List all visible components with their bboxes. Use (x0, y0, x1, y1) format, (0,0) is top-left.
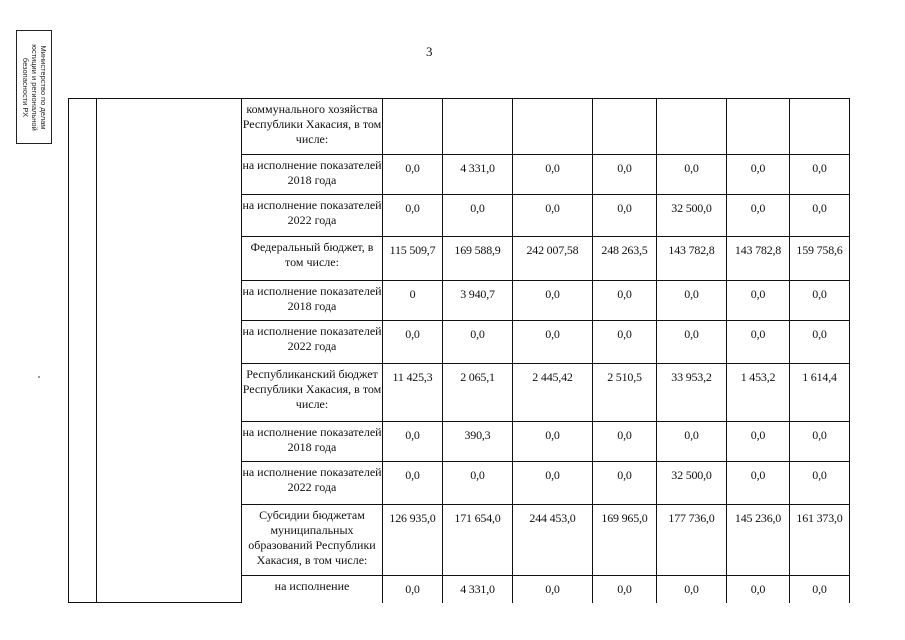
value-cell: 0,0 (513, 155, 593, 195)
value-cell: 143 782,8 (657, 237, 727, 281)
row-label: Федеральный бюджет, в том числе: (242, 237, 383, 281)
value-cell: 0,0 (443, 195, 513, 237)
value-cell: 0,0 (790, 422, 850, 462)
value-cell: 390,3 (443, 422, 513, 462)
value-cell: 0,0 (727, 422, 790, 462)
value-cell: 0,0 (657, 422, 727, 462)
value-cell: 0,0 (513, 195, 593, 237)
value-cell: 0,0 (513, 422, 593, 462)
value-cell: 0,0 (513, 576, 593, 603)
value-cell: 0,0 (727, 462, 790, 505)
page-number: 3 (426, 44, 433, 59)
value-cell: 248 263,5 (593, 237, 657, 281)
value-cell: 244 453,0 (513, 505, 593, 576)
scan-speck (38, 376, 40, 378)
row-label: на исполнение показателей 2022 года (242, 321, 383, 364)
row-label: на исполнение показателей 2022 года (242, 195, 383, 237)
stamp-line-3: безопасности РХ (20, 57, 30, 117)
value-cell (593, 99, 657, 155)
value-cell: 0,0 (790, 462, 850, 505)
value-cell: 0,0 (657, 281, 727, 321)
value-cell: 1 453,2 (727, 364, 790, 422)
value-cell: 0,0 (593, 576, 657, 603)
value-cell: 0,0 (593, 462, 657, 505)
value-cell: 0,0 (593, 195, 657, 237)
value-cell: 2 065,1 (443, 364, 513, 422)
value-cell: 32 500,0 (657, 195, 727, 237)
value-cell: 0,0 (593, 422, 657, 462)
value-cell: 0,0 (657, 576, 727, 603)
value-cell: 3 940,7 (443, 281, 513, 321)
value-cell: 4 331,0 (443, 576, 513, 603)
value-cell: 0,0 (593, 155, 657, 195)
value-cell: 169 965,0 (593, 505, 657, 576)
stamp-line-1: Министерство по делам (38, 45, 48, 129)
value-cell (727, 99, 790, 155)
stamp-text (21, 44, 48, 131)
value-cell: 0,0 (657, 155, 727, 195)
budget-table (68, 98, 850, 603)
value-cell: 32 500,0 (657, 462, 727, 505)
value-cell: 0,0 (727, 281, 790, 321)
value-cell: 159 758,6 (790, 237, 850, 281)
value-cell (513, 99, 593, 155)
row-label: на исполнение показателей 2018 года (242, 281, 383, 321)
stamp-line-2: юстиции и региональной (29, 43, 39, 131)
value-cell: 177 736,0 (657, 505, 727, 576)
value-cell: 0,0 (513, 462, 593, 505)
value-cell: 2 510,5 (593, 364, 657, 422)
value-cell: 0,0 (727, 321, 790, 364)
row-label: на исполнение показателей 2018 года (242, 155, 383, 195)
value-cell: 0,0 (727, 576, 790, 603)
value-cell: 33 953,2 (657, 364, 727, 422)
row-label: на исполнение показателей 2018 года (242, 422, 383, 462)
value-cell: 0,0 (727, 195, 790, 237)
value-cell: 0,0 (790, 576, 850, 603)
value-cell: 0,0 (383, 422, 443, 462)
value-cell (443, 99, 513, 155)
value-cell: 171 654,0 (443, 505, 513, 576)
value-cell: 169 588,9 (443, 237, 513, 281)
value-cell: 0,0 (383, 321, 443, 364)
value-cell: 115 509,7 (383, 237, 443, 281)
value-cell: 0,0 (790, 321, 850, 364)
value-cell: 1 614,4 (790, 364, 850, 422)
value-cell: 11 425,3 (383, 364, 443, 422)
row-label: на исполнение показателей 2022 года (242, 462, 383, 505)
empty-name-column (97, 99, 242, 603)
value-cell: 0,0 (513, 321, 593, 364)
value-cell: 0,0 (443, 321, 513, 364)
value-cell: 143 782,8 (727, 237, 790, 281)
value-cell: 0,0 (383, 155, 443, 195)
value-cell (790, 99, 850, 155)
value-cell: 242 007,58 (513, 237, 593, 281)
value-cell: 0,0 (443, 462, 513, 505)
value-cell (383, 99, 443, 155)
value-cell: 0,0 (383, 462, 443, 505)
value-cell: 126 935,0 (383, 505, 443, 576)
row-label: на исполнение (242, 576, 383, 603)
value-cell: 0,0 (727, 155, 790, 195)
value-cell: 0,0 (790, 155, 850, 195)
value-cell (657, 99, 727, 155)
value-cell: 0,0 (657, 321, 727, 364)
value-cell: 0 (383, 281, 443, 321)
value-cell: 0,0 (790, 281, 850, 321)
value-cell: 161 373,0 (790, 505, 850, 576)
value-cell: 0,0 (383, 576, 443, 603)
ministry-stamp (16, 30, 52, 144)
value-cell: 0,0 (383, 195, 443, 237)
empty-index-column (69, 99, 97, 603)
row-label: Республиканский бюджет Республики Хакасия, в том числе: (242, 364, 383, 422)
value-cell: 0,0 (790, 195, 850, 237)
value-cell: 0,0 (513, 281, 593, 321)
table-row (69, 99, 850, 155)
value-cell: 0,0 (593, 281, 657, 321)
value-cell: 0,0 (593, 321, 657, 364)
value-cell: 4 331,0 (443, 155, 513, 195)
row-label: Субсидии бюджетам муниципальных образований Республики Хакасия, в том числе: (242, 505, 383, 576)
value-cell: 2 445,42 (513, 364, 593, 422)
row-label: коммунального хозяйства Республики Хакасия, в том числе: (242, 99, 383, 155)
value-cell: 145 236,0 (727, 505, 790, 576)
